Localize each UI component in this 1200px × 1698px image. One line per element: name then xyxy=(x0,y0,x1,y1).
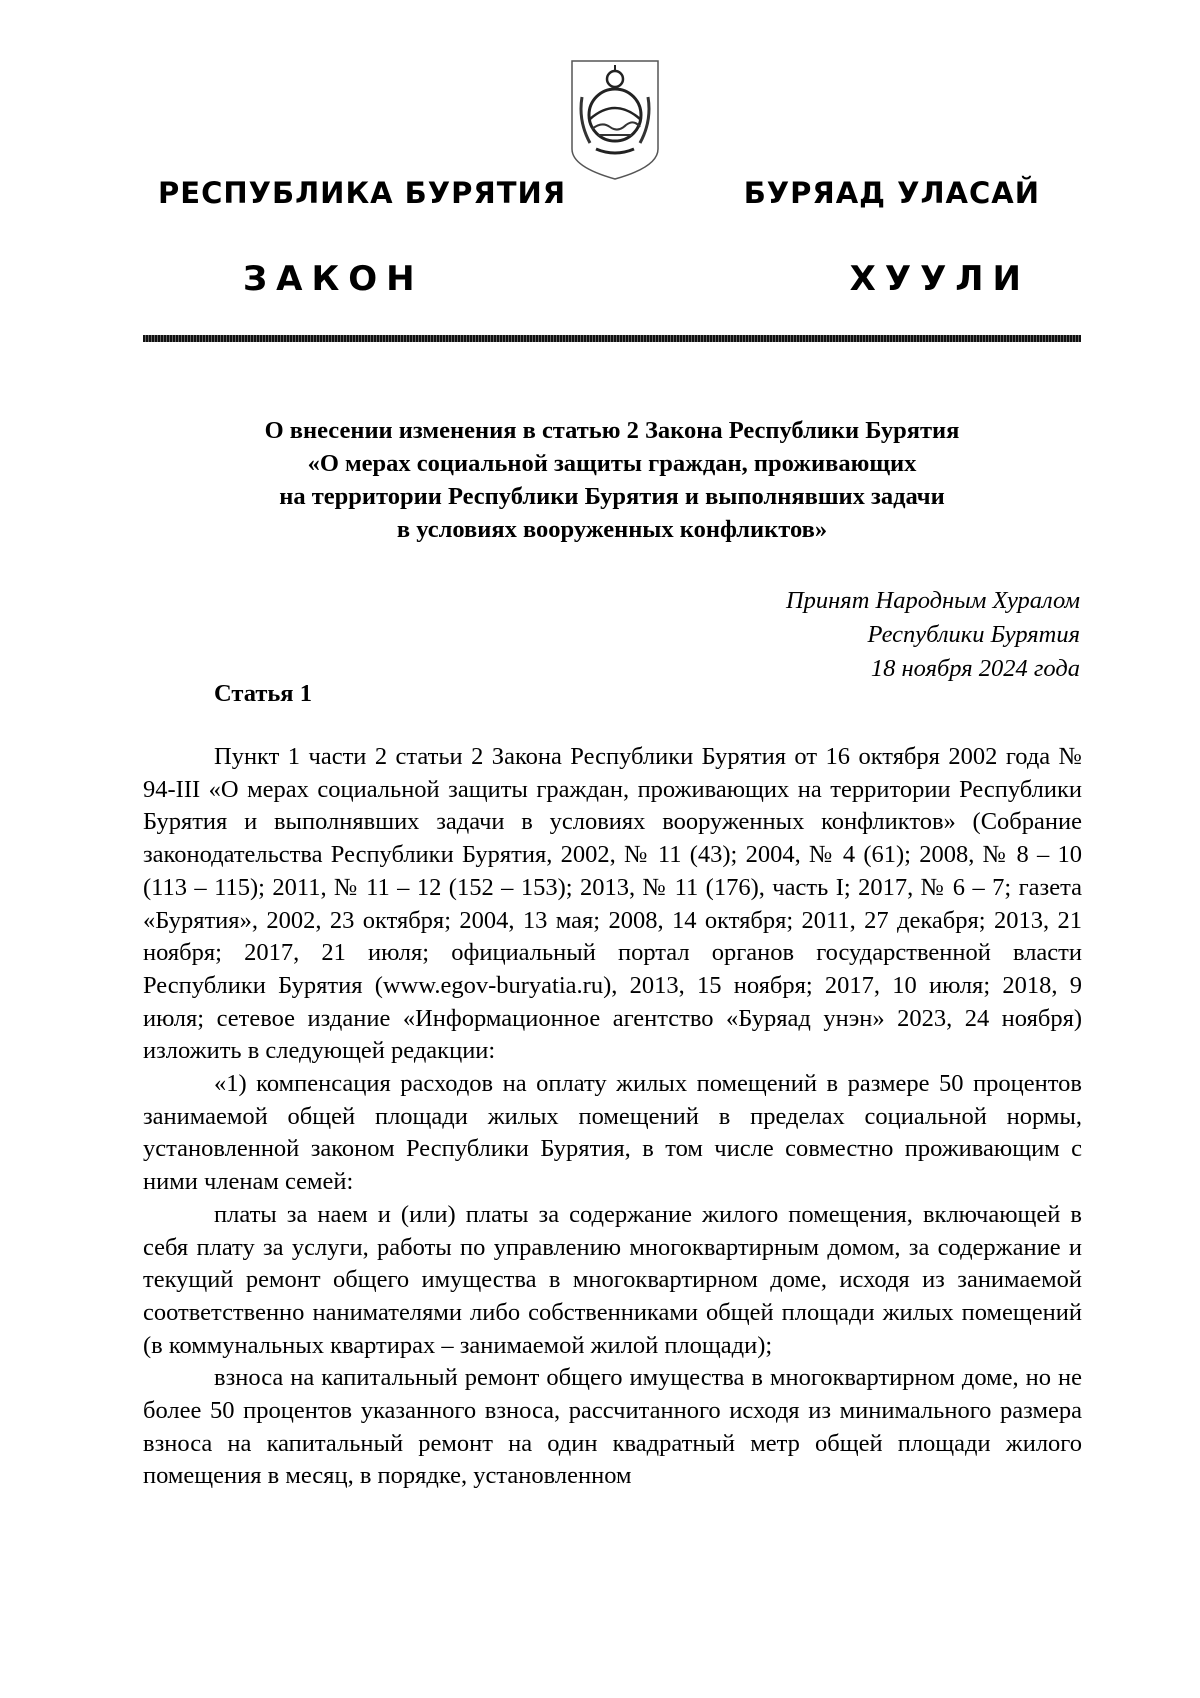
body-paragraph: «1) компенсация расходов на оплату жилых помещений в размере 50 процентов занимаемой общей площади жилых помещений в пределах социальной нормы, установленной законом Республики Бурятия, в том числе совместно проживающим с ними членам семей: xyxy=(143,1070,1082,1196)
law-title-line: на территории Республики Бурятия и выполнявших задачи xyxy=(279,483,945,510)
law-title-line: О внесении изменения в статью 2 Закона Республики Бурятия xyxy=(264,417,960,444)
article-heading: Статья 1 xyxy=(214,680,312,707)
adoption-note-line: Республики Бурятия xyxy=(867,621,1080,648)
adoption-note xyxy=(786,584,1080,686)
law-title-line: «О мерах социальной защиты граждан, проживающих xyxy=(307,450,917,477)
republic-name-bua: БУРЯАД УЛАСАЙ xyxy=(743,176,1040,210)
law-title-line: в условиях вооруженных конфликтов» xyxy=(396,516,828,543)
header-divider xyxy=(143,335,1081,342)
republic-name-ru: РЕСПУБЛИКА БУРЯТИЯ xyxy=(158,176,567,210)
adoption-note-line: Принят Народным Хуралом xyxy=(785,587,1080,614)
adoption-date: 18 ноября 2024 года xyxy=(870,655,1080,682)
law-label-ru: ЗАКОН xyxy=(243,259,424,299)
body-paragraph: Пункт 1 части 2 статьи 2 Закона Республики Бурятия от 16 октября 2002 года № 94-III «О мерах социальной защиты граждан, проживающих на территории Республики Бурятия и выполнявших задачи в условиях вооруженных конфликтов» (Собрание законодательства Республики Бурятия, 2002, № 11 (43); 2004, № 4 (61); 2008, № 8 – 10 (113 – 115); 2011, № 11 – 12 (152 – 153); 2013, № 11 (176), часть I; 2017, № 6 – 7; газета «Бурятия», 2002, 23 октября; 2004, 13 мая; 2008, 14 октября; 2011, 27 декабря; 2013, 21 ноября; 2017, 21 июля; официальный портал органов государственной власти Республики Бурятия (www.egov-buryatia.ru), 2013, 15 ноября; 2017, 10 июля; 2018, 9 июля; сетевое издание «Информационное агентство «Буряад унэн» 2023, 24 ноября) изложить в следующей редакции: xyxy=(143,743,1082,1065)
body-paragraph: платы за наем и (или) платы за содержание жилого помещения, включающей в себя плату за услуги, работы по управлению многоквартирным домом, за содержание и текущий ремонт общего имущества в многоквартирном доме, исходя из занимаемой соответственно нанимателями либо собственниками общей площади жилых помещений (в коммунальных квартирах – занимаемой жилой площади); xyxy=(143,1200,1082,1359)
coat-of-arms-icon xyxy=(568,57,662,183)
law-title xyxy=(143,414,1081,546)
body-paragraph: взноса на капитальный ремонт общего имущества в многоквартирном доме, но не более 50 процентов указанного взноса, рассчитанного исходя из минимального размера взноса на капитальный ремонт на один квадратный метр общей площади жилого помещения в месяц, в порядке, установленном xyxy=(143,1364,1082,1490)
law-label-bua: ХУУЛИ xyxy=(849,259,1030,299)
article-body xyxy=(143,741,1082,1493)
